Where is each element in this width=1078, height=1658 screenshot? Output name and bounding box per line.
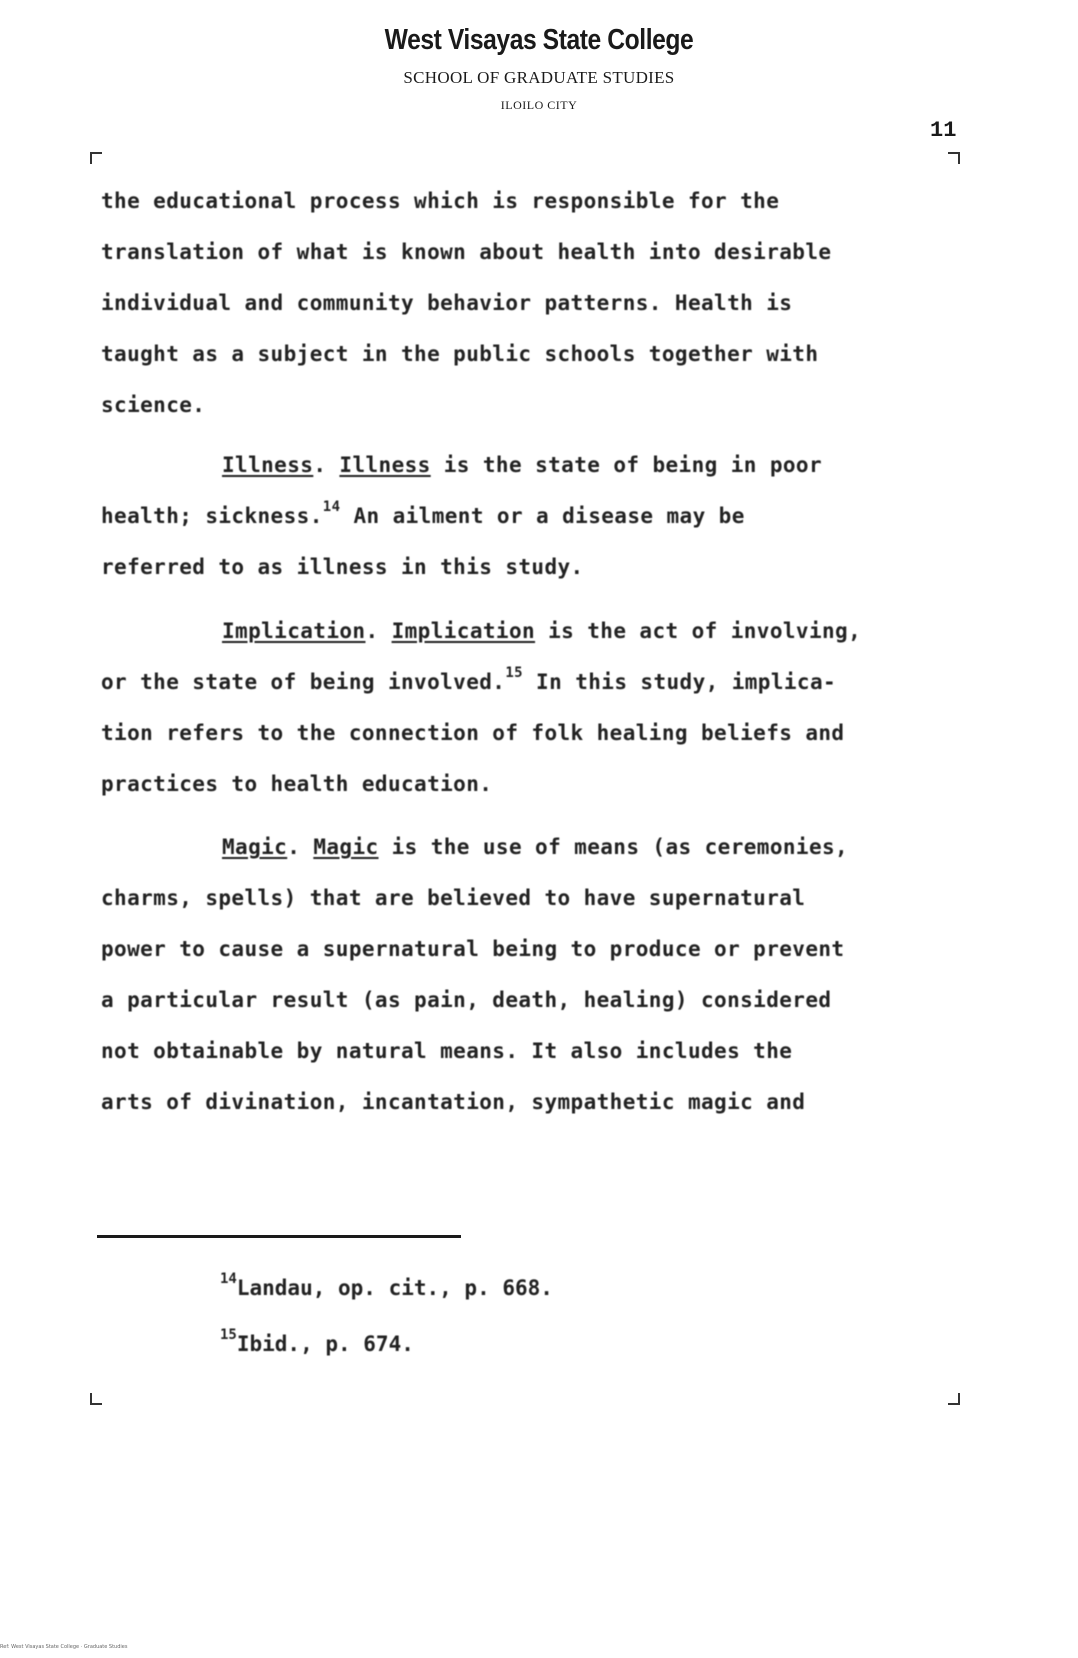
term-inline: Illness (339, 453, 431, 477)
footnote (220, 1260, 553, 1316)
text-line: Illness. Illness is the state of being in poor (222, 453, 823, 477)
text-line: individual and community behavior patterns. Health is (101, 291, 793, 315)
text-line: taught as a subject in the public schools together with (101, 342, 819, 366)
text-run: In this study, implica- (523, 670, 837, 694)
text-run: is the use of means (as ceremonies, (378, 835, 849, 859)
page-number: 11 (930, 118, 957, 143)
city-name: ILOILO CITY (500, 98, 578, 112)
text-line: power to cause a supernatural being to produce or prevent (101, 937, 845, 961)
scan-imprint: Ref: West Visayas State College · Graduate Studies (0, 1644, 128, 1650)
footnote (220, 1316, 553, 1372)
crop-mark-top-left (90, 152, 102, 164)
text-run: health; sickness. (101, 504, 323, 528)
footnote-text: Landau, op. cit., p. 668. (236, 1276, 553, 1300)
paragraph-health-education (101, 176, 971, 431)
footnote-ref: 15 (505, 665, 524, 681)
term-heading: Magic (222, 835, 288, 859)
footnote-text: Ibid., p. 674. (236, 1332, 414, 1356)
text-line: Implication. Implication is the act of involving, (222, 619, 862, 643)
text-run: An ailment or a disease may be (340, 504, 745, 528)
term-inline: Magic (313, 835, 379, 859)
text-line: the educational process which is responsible for the (101, 189, 780, 213)
text-line: a particular result (as pain, death, healing) considered (101, 988, 832, 1012)
text-line (101, 657, 971, 708)
text-line: referred to as illness in this study. (101, 555, 584, 579)
term-inline: Implication (391, 619, 536, 643)
paragraph-illness (101, 440, 971, 593)
crop-mark-bottom-left (90, 1393, 102, 1405)
text-line: arts of divination, incantation, sympathetic magic and (101, 1090, 806, 1114)
footnote-ref: 14 (322, 499, 341, 515)
text-run: is the state of being in poor (430, 453, 823, 477)
footnote-divider (97, 1235, 461, 1238)
paragraph-magic (101, 822, 971, 1128)
footnote-number: 15 (220, 1327, 237, 1343)
text-line: science. (101, 393, 206, 417)
text-line (101, 491, 971, 542)
text-line: practices to health education. (101, 772, 493, 796)
text-run: is the act of involving, (535, 619, 862, 643)
crop-mark-top-right (948, 152, 960, 164)
footnote-number: 14 (220, 1271, 237, 1287)
text-line: tion refers to the connection of folk healing beliefs and (101, 721, 845, 745)
footnotes (220, 1260, 553, 1372)
institution-title: West Visayas State College (384, 24, 694, 56)
school-name: SCHOOL OF GRADUATE STUDIES (403, 68, 675, 87)
term-heading: Illness (222, 453, 314, 477)
text-line: Magic. Magic is the use of means (as ceremonies, (222, 835, 849, 859)
term-heading: Implication (222, 619, 366, 643)
text-line: charms, spells) that are believed to have supernatural (101, 886, 806, 910)
text-run: or the state of being involved. (101, 670, 506, 694)
text-line: translation of what is known about health into desirable (101, 240, 832, 264)
text-line: not obtainable by natural means. It also includes the (101, 1039, 793, 1063)
crop-mark-bottom-right (948, 1393, 960, 1405)
paragraph-implication (101, 606, 971, 810)
